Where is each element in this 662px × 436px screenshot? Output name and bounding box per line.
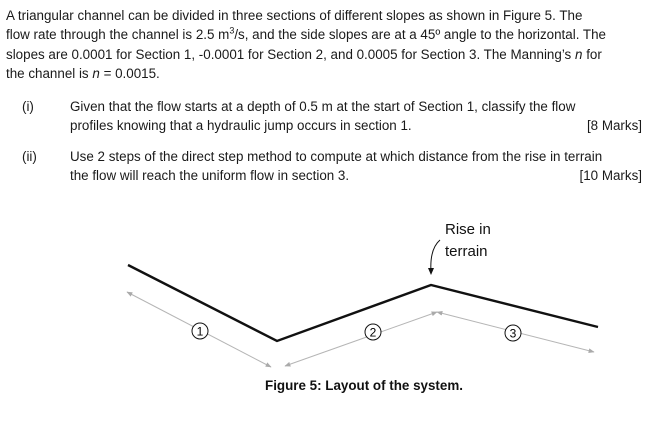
question-text-line-2: the flow will reach the uniform flow in section 3. [70, 168, 350, 184]
svg-text:3: 3 [509, 326, 517, 341]
section-label-3 [505, 325, 521, 341]
section-label-1 [192, 323, 208, 339]
rise-annotation-line-1: Rise in [445, 221, 491, 238]
section-label-2 [365, 324, 381, 340]
rise-pointer-arrow [431, 240, 440, 272]
problem-line-3: slopes are 0.0001 for Section 1, -0.0001 for Section 2, and 0.0005 for Section 3. The Manning’s n for [6, 46, 602, 62]
question-number: (i) [22, 99, 34, 114]
problem-line-1: A triangular channel can be divided in three sections of different slopes as shown in Figure 5. The [6, 8, 583, 23]
rise-annotation-line-2: terrain [445, 243, 488, 260]
marks-label: [10 Marks] [579, 168, 642, 184]
question-text-line-2: profiles knowing that a hydraulic jump occurs in section 1. [70, 118, 412, 134]
svg-text:2: 2 [369, 325, 377, 340]
section-2-length-arrow [285, 312, 437, 366]
rise-pointer-arrowhead [428, 268, 434, 275]
problem-line-2: flow rate through the channel is 2.5 $m^3/s$, and the side slopes are at a 45º angle to the horizontal. The [6, 25, 606, 43]
question-text-line-1: Use 2 steps of the direct step method to compute at which distance from the rise in terrain [70, 149, 603, 164]
problem-line-4: the channel is n = 0.0015. [6, 66, 160, 82]
figure-caption: Figure 5: Layout of the system. [265, 378, 463, 393]
svg-text:1: 1 [196, 324, 204, 339]
question-number: (ii) [22, 149, 37, 164]
question-text-line-1: Given that the flow starts at a depth of 0.5 m at the start of Section 1, classify the flow [70, 99, 576, 114]
marks-label: [8 Marks] [586, 118, 642, 134]
